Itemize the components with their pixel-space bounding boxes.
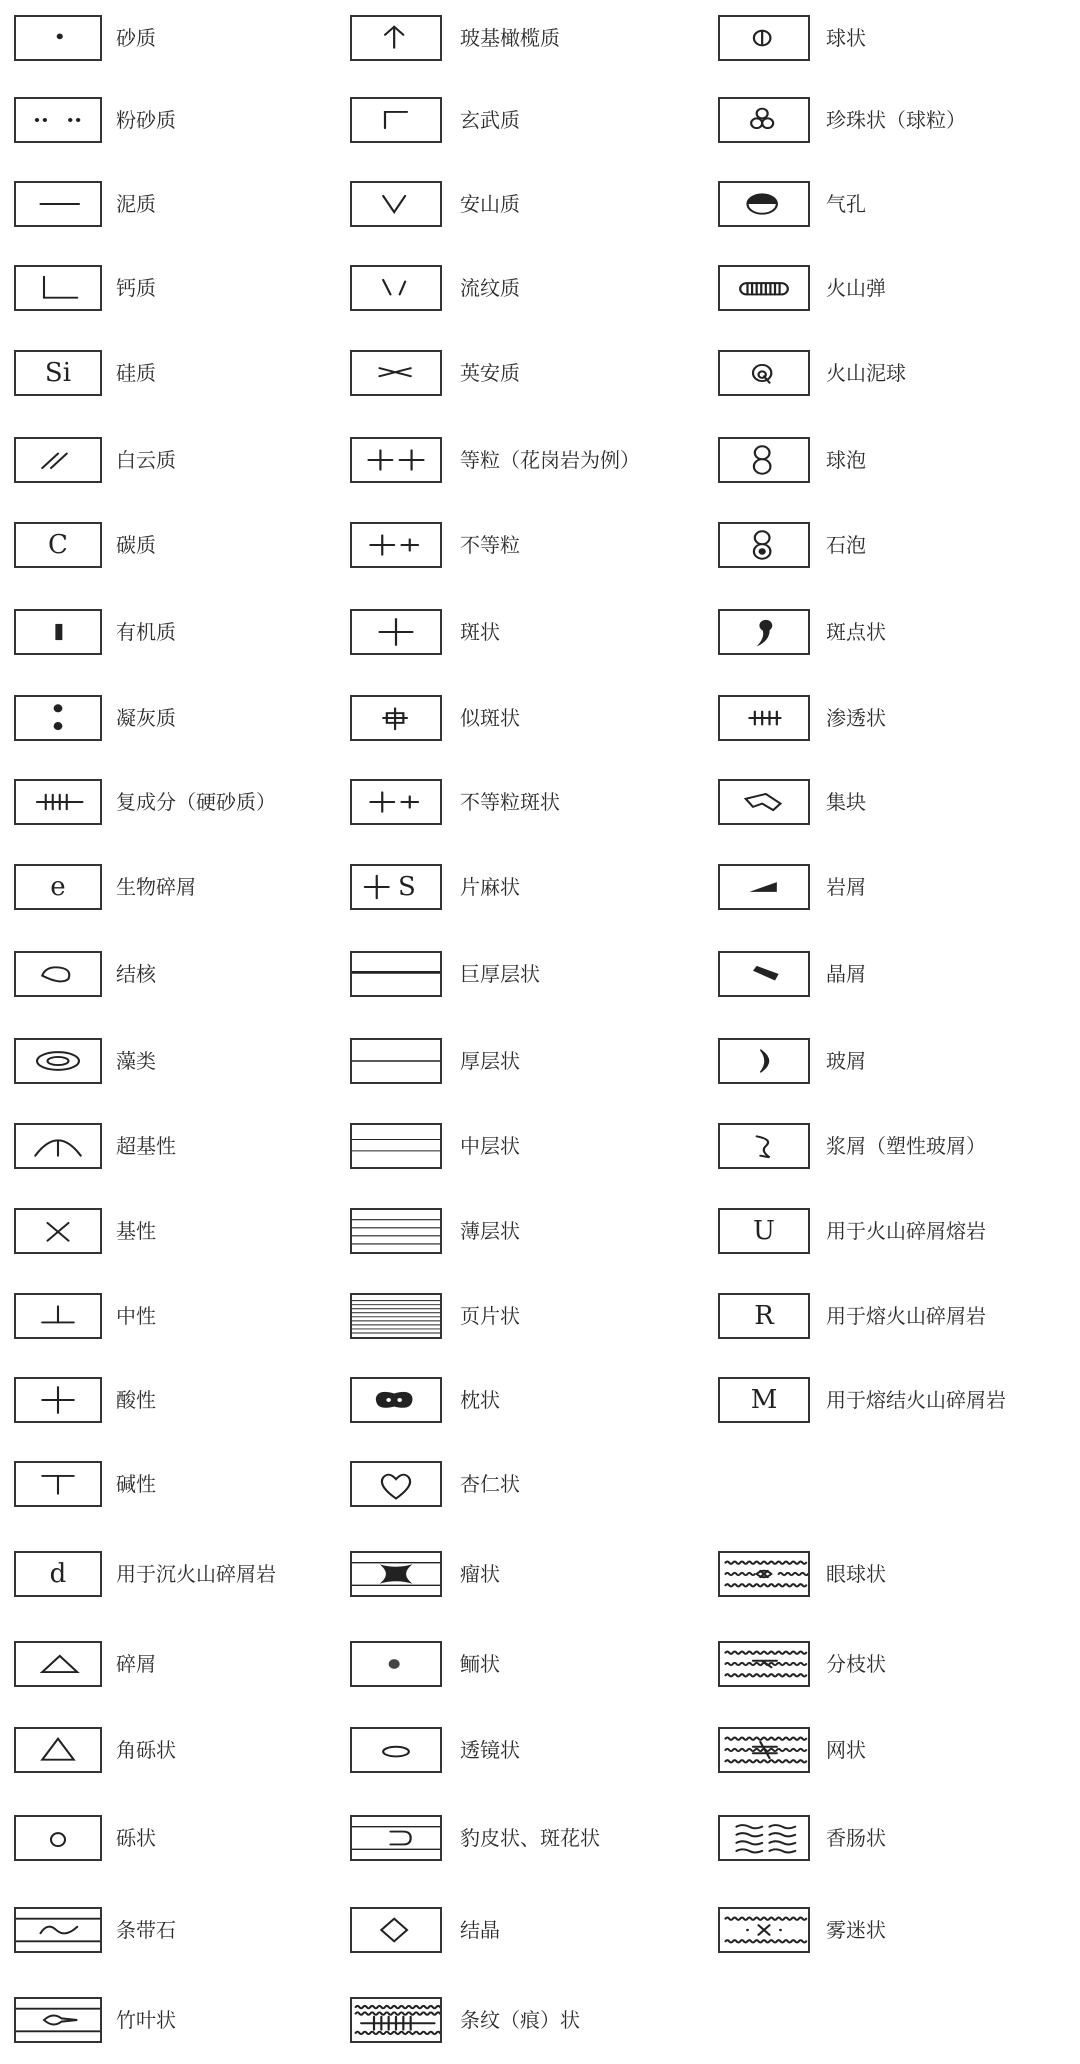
symbol-label: 斑点状	[826, 620, 886, 644]
nodule-icon	[16, 953, 100, 995]
symbol-text: Si	[44, 358, 72, 388]
symbol-box	[718, 864, 810, 910]
dash-icon	[16, 183, 100, 225]
symbol-box	[350, 779, 442, 825]
symbol-label: 用于火山碎屑熔岩	[826, 1219, 986, 1243]
two-lines-icon	[352, 1125, 440, 1167]
symbol-label: 晶屑	[826, 962, 866, 986]
symbol-label: 等粒（花岗岩为例）	[460, 448, 640, 472]
symbol-box	[14, 1641, 102, 1687]
symbol-box	[350, 350, 442, 396]
symbol-box	[350, 265, 442, 311]
symbol-box	[350, 1038, 442, 1084]
crescent-icon	[720, 1040, 808, 1082]
symbol-text: M	[750, 1385, 778, 1415]
symbol-text: C	[48, 530, 68, 560]
symbol-label: 白云质	[116, 448, 176, 472]
sausage-icon	[720, 1817, 808, 1859]
symbol-label: 枕状	[460, 1388, 500, 1412]
many-lines-icon	[352, 1295, 440, 1337]
plus-icon	[352, 611, 440, 653]
symbol-box	[350, 1551, 442, 1597]
symbol-label: 眼球状	[826, 1562, 886, 1586]
symbol-label: 结晶	[460, 1918, 500, 1942]
one-line-icon	[352, 1040, 440, 1082]
symbol-label: 石泡	[826, 533, 866, 557]
symbol-box	[14, 695, 102, 741]
symbol-box	[718, 1727, 810, 1773]
wedge-icon	[720, 866, 808, 908]
double-dots-icon	[16, 99, 100, 141]
symbol-label: 气孔	[826, 192, 866, 216]
symbol-box	[14, 1551, 102, 1597]
plus-s-icon	[352, 866, 440, 908]
symbol-label: 薄层状	[460, 1219, 520, 1243]
symbol-box	[14, 350, 102, 396]
symbol-box	[14, 97, 102, 143]
symbol-label: 集块	[826, 790, 866, 814]
symbol-box	[718, 1038, 810, 1084]
symbol-label: 球状	[826, 26, 866, 50]
up-tack-icon	[16, 1295, 100, 1337]
x-cross-icon	[16, 1210, 100, 1252]
lens-icon	[352, 1729, 440, 1771]
symbol-box	[350, 437, 442, 483]
symbol-label: 用于熔火山碎屑岩	[826, 1304, 986, 1328]
symbol-label: 英安质	[460, 361, 520, 385]
symbol-box	[14, 951, 102, 997]
symbol-box	[350, 1815, 442, 1861]
symbol-label: 硅质	[116, 361, 156, 385]
diamond-icon	[352, 1909, 440, 1951]
symbol-box	[718, 695, 810, 741]
symbol-box	[14, 1123, 102, 1169]
agglomerate-icon	[720, 781, 808, 823]
symbol-box	[14, 779, 102, 825]
symbol-label: 竹叶状	[116, 2008, 176, 2032]
band-wave-icon	[16, 1909, 100, 1951]
symbol-box	[14, 1038, 102, 1084]
symbol-label: 中层状	[460, 1134, 520, 1158]
symbol-box	[350, 522, 442, 568]
three-circles-icon	[720, 99, 808, 141]
symbol-label: 粉砂质	[116, 108, 176, 132]
symbol-label: 玻屑	[826, 1049, 866, 1073]
filled-dot-icon	[352, 1643, 440, 1685]
symbol-box	[350, 181, 442, 227]
symbol-label: 砂质	[116, 26, 156, 50]
double-ellipse-icon	[16, 1040, 100, 1082]
flat-triangle-icon	[16, 1643, 100, 1685]
symbol-box	[718, 265, 810, 311]
symbol-box	[718, 609, 810, 655]
v-icon	[352, 183, 440, 225]
symbol-box	[718, 1208, 810, 1254]
symbol-label: 分枝状	[826, 1652, 886, 1676]
slab-icon	[720, 953, 808, 995]
symbol-label: 似斑状	[460, 706, 520, 730]
symbol-label: 砾状	[116, 1826, 156, 1850]
bar-icon	[16, 611, 100, 653]
symbol-label: 岩屑	[826, 875, 866, 899]
symbol-label: 浆屑（塑性玻屑）	[826, 1134, 986, 1158]
symbol-box	[14, 265, 102, 311]
arch-icon	[16, 1125, 100, 1167]
symbol-box	[718, 181, 810, 227]
symbol-box	[718, 97, 810, 143]
symbol-label: 雾迷状	[826, 1918, 886, 1942]
split-circle-icon	[720, 17, 808, 59]
symbol-label: 条纹（痕）状	[460, 2008, 580, 2032]
branch-icon	[720, 1643, 808, 1685]
symbol-label: 火山弹	[826, 276, 886, 300]
two-plus-icon	[352, 439, 440, 481]
figure-eight-dot-icon	[720, 524, 808, 566]
symbol-text: U	[753, 1216, 775, 1246]
symbol-box	[14, 609, 102, 655]
symbol-label: 泥质	[116, 192, 156, 216]
symbol-box	[14, 15, 102, 61]
hash-bar-icon	[720, 697, 808, 739]
symbol-text: S	[398, 872, 416, 902]
symbol-box	[718, 1907, 810, 1953]
symbol-box	[718, 951, 810, 997]
symbol-box	[14, 437, 102, 483]
symbol-box	[350, 1997, 442, 2043]
symbol-label: 斑状	[460, 620, 500, 644]
plus-icon	[16, 1379, 100, 1421]
pillow-icon	[352, 1379, 440, 1421]
backslash-slash-icon	[352, 267, 440, 309]
symbol-label: 碱性	[116, 1472, 156, 1496]
symbol-box	[14, 1907, 102, 1953]
striped-band-icon	[352, 1999, 440, 2041]
symbol-label: 酸性	[116, 1388, 156, 1412]
plus-small-plus-icon	[352, 524, 440, 566]
symbol-box	[14, 522, 102, 568]
symbol-box	[350, 15, 442, 61]
symbol-label: 安山质	[460, 192, 520, 216]
symbol-box	[350, 864, 442, 910]
hourglass-band-icon	[352, 1553, 440, 1595]
symbol-box	[14, 864, 102, 910]
four-lines-icon	[352, 1210, 440, 1252]
double-slash-icon	[16, 439, 100, 481]
symbol-box	[14, 1293, 102, 1339]
symbol-label: 网状	[826, 1738, 866, 1762]
half-filled-ellipse-icon	[720, 183, 808, 225]
symbol-box	[350, 695, 442, 741]
symbol-box	[14, 1461, 102, 1507]
symbol-box	[14, 1208, 102, 1254]
symbol-box	[718, 1377, 810, 1423]
symbol-box	[718, 1641, 810, 1687]
corner-icon	[352, 99, 440, 141]
symbol-box	[718, 350, 810, 396]
triangle-icon	[16, 1729, 100, 1771]
symbol-box	[14, 181, 102, 227]
symbol-label: 流纹质	[460, 276, 520, 300]
symbol-label: 香肠状	[826, 1826, 886, 1850]
leaf-icon	[16, 1999, 100, 2041]
symbol-box	[350, 1293, 442, 1339]
symbol-label: 渗透状	[826, 706, 886, 730]
augen-icon	[720, 1553, 808, 1595]
symbol-label: 钙质	[116, 276, 156, 300]
symbol-box	[14, 1727, 102, 1773]
symbol-text: R	[754, 1301, 774, 1331]
coil-icon	[720, 267, 808, 309]
symbol-box	[718, 1293, 810, 1339]
symbol-box	[350, 1208, 442, 1254]
symbol-box	[718, 15, 810, 61]
symbol-label: 玻基橄榄质	[460, 26, 560, 50]
u-band-icon	[352, 1817, 440, 1859]
symbol-label: 凝灰质	[116, 706, 176, 730]
crossed-lines-icon	[352, 352, 440, 394]
symbol-label: 球泡	[826, 448, 866, 472]
symbol-label: 超基性	[116, 1134, 176, 1158]
symbol-label: 复成分（硬砂质）	[116, 790, 276, 814]
bracket-curve-icon	[720, 1125, 808, 1167]
symbol-label: 珍珠状（球粒）	[826, 108, 966, 132]
symbol-label: 杏仁状	[460, 1472, 520, 1496]
symbol-label: 巨厚层状	[460, 962, 540, 986]
symbol-text: d	[49, 1559, 67, 1589]
up-arrow-icon	[352, 17, 440, 59]
net-icon	[720, 1729, 808, 1771]
symbol-label: 生物碎屑	[116, 875, 196, 899]
symbol-box	[718, 1551, 810, 1597]
mud-ball-icon	[720, 352, 808, 394]
symbol-box	[350, 97, 442, 143]
comma-icon	[720, 611, 808, 653]
symbol-label: 厚层状	[460, 1049, 520, 1073]
symbol-box	[350, 1641, 442, 1687]
symbol-label: 条带石	[116, 1918, 176, 1942]
porphyritic-like-icon	[352, 697, 440, 739]
symbol-label: 基性	[116, 1219, 156, 1243]
symbol-text: e	[50, 872, 66, 902]
symbol-label: 不等粒斑状	[460, 790, 560, 814]
symbol-box	[718, 437, 810, 483]
symbol-label: 片麻状	[460, 875, 520, 899]
symbol-box	[350, 1377, 442, 1423]
symbol-box	[350, 609, 442, 655]
l-bracket-icon	[16, 267, 100, 309]
mist-icon	[720, 1909, 808, 1951]
symbol-label: 用于熔结火山碎屑岩	[826, 1388, 1006, 1412]
symbol-box	[718, 1815, 810, 1861]
symbol-label: 藻类	[116, 1049, 156, 1073]
symbol-box	[14, 1377, 102, 1423]
circle-icon	[16, 1817, 100, 1859]
symbol-box	[350, 1123, 442, 1169]
symbol-label: 火山泥球	[826, 361, 906, 385]
colon-icon	[16, 697, 100, 739]
thick-line-icon	[352, 953, 440, 995]
heart-icon	[352, 1463, 440, 1505]
symbol-label: 透镜状	[460, 1738, 520, 1762]
symbol-label: 瘤状	[460, 1562, 500, 1586]
symbol-box	[350, 1727, 442, 1773]
symbol-label: 玄武质	[460, 108, 520, 132]
symbol-label: 碳质	[116, 533, 156, 557]
symbol-box	[718, 522, 810, 568]
figure-eight-icon	[720, 439, 808, 481]
dot-icon	[16, 17, 100, 59]
symbol-box	[14, 1997, 102, 2043]
symbol-label: 鲕状	[460, 1652, 500, 1676]
symbol-label: 有机质	[116, 620, 176, 644]
symbol-label: 页片状	[460, 1304, 520, 1328]
symbol-box	[350, 1461, 442, 1507]
symbol-label: 中性	[116, 1304, 156, 1328]
symbol-box	[14, 1815, 102, 1861]
tally-icon	[16, 781, 100, 823]
down-tack-icon	[16, 1463, 100, 1505]
symbol-box	[718, 779, 810, 825]
symbol-box	[718, 1123, 810, 1169]
plus-small-plus-icon	[352, 781, 440, 823]
symbol-label: 不等粒	[460, 533, 520, 557]
symbol-label: 结核	[116, 962, 156, 986]
symbol-box	[350, 1907, 442, 1953]
symbol-box	[350, 951, 442, 997]
symbol-label: 用于沉火山碎屑岩	[116, 1562, 276, 1586]
symbol-label: 豹皮状、斑花状	[460, 1826, 600, 1850]
symbol-label: 碎屑	[116, 1652, 156, 1676]
symbol-label: 角砾状	[116, 1738, 176, 1762]
